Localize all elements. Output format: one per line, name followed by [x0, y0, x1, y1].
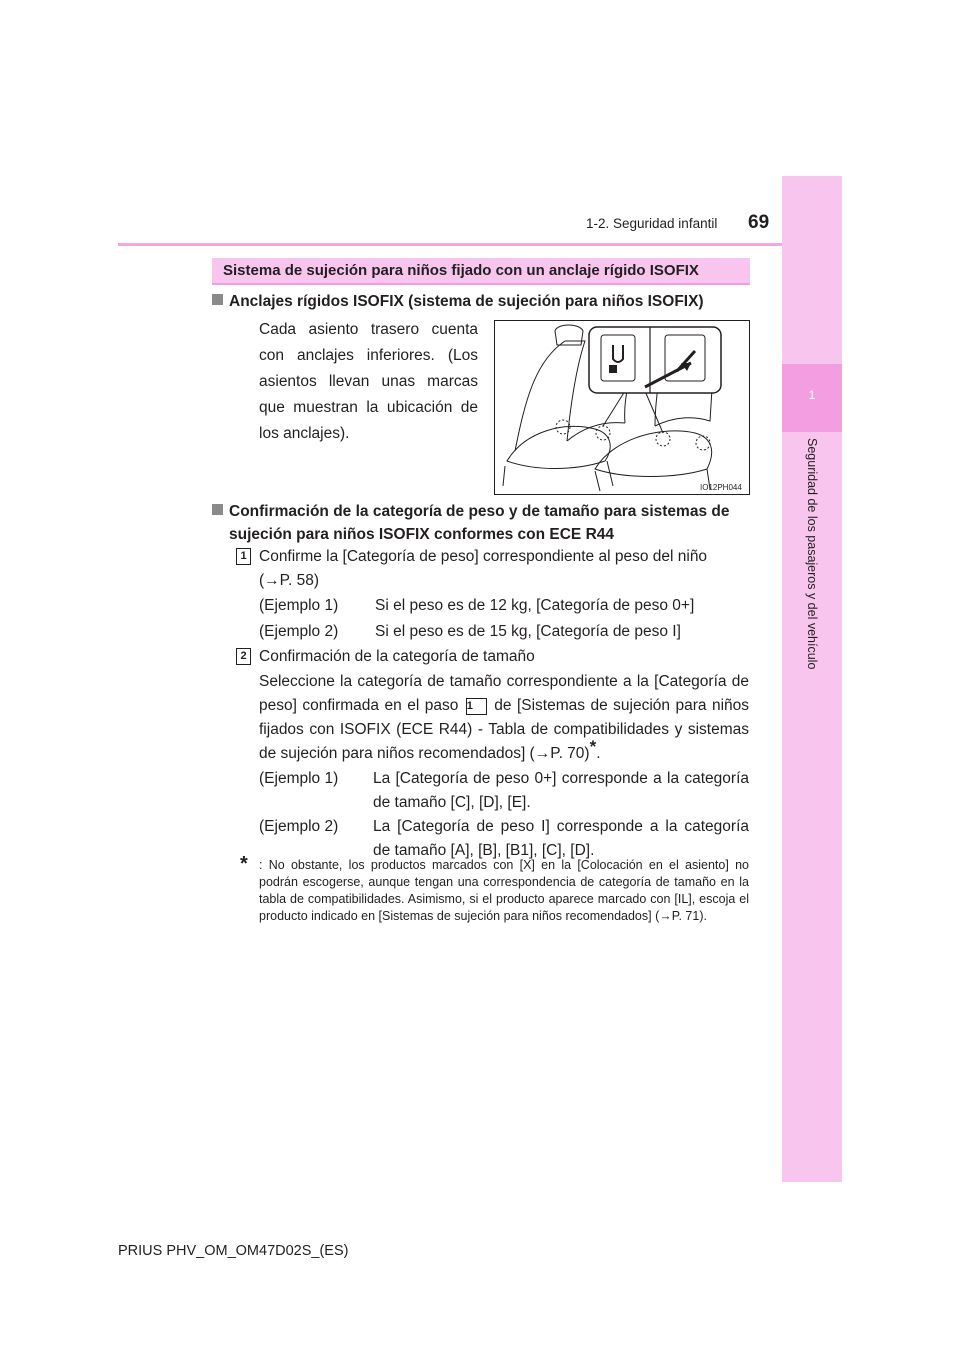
step-number-box: 1 [236, 548, 251, 565]
step2-example1-label: (Ejemplo 1) [259, 770, 339, 787]
chapter-title: Seguridad de los pasajeros y del vehículo [805, 438, 819, 670]
footnote-star-ref: * [589, 736, 597, 756]
document-code: PRIUS PHV_OM_OM47D02S_(ES) [118, 1243, 349, 1259]
step2-title: Confirmación de la categoría de tamaño [259, 648, 535, 665]
heading-bullet-icon [212, 294, 223, 305]
step1-text: Confirme la [Categoría de peso] correspondiente al peso del niño [259, 548, 708, 565]
page-number: 69 [748, 212, 770, 233]
step1-ref: (→P. 58) [259, 572, 320, 589]
confirmation-heading-line1: Confirmación de la categoría de peso y de tamaño para sistemas de [229, 503, 730, 520]
anchors-heading-text: Anclajes rígidos ISOFIX (sistema de sujeción para niños ISOFIX) [229, 293, 704, 310]
step2-text [259, 670, 749, 766]
rear-seat-drawing [495, 321, 749, 494]
step2-example1-text: La [Categoría de peso 0+] corresponde a la categoría de tamaño [C], [D], [E]. [373, 770, 749, 811]
step2-text-part2: de [Sistemas de sujeción para niños fijados con ISOFIX (ECE R44) - Tabla de compatibilidades y sistemas de sujeción para niños recomendados] (→P. 70) [259, 697, 750, 762]
step2-example2-text: La [Categoría de peso I] corresponde a la categoría de tamaño [A], [B], [B1], [C], [D]. [373, 818, 749, 859]
chapter-number: 1 [808, 388, 816, 402]
step1-example1-text: Si el peso es de 12 kg, [Categoría de peso 0+] [375, 597, 695, 614]
footnote-text: : No obstante, los productos marcados con [X] en la [Colocación en el asiento] no podrán escogerse, aunque tengan una correspondencia de categoría de tamaño en la tabla de compatibilidades. Asimismo, si el producto aparece marcado con [IL], escoja el producto indicado en [Sistemas de sujeción para niños recomendados] (→P. 71). [259, 858, 749, 923]
step1-example2-label: (Ejemplo 2) [259, 623, 339, 640]
header-rule [118, 243, 782, 246]
isofix-anchor-illustration [494, 320, 750, 495]
section-reference: 1-2. Seguridad infantil [586, 216, 718, 231]
step2-example2-label: (Ejemplo 2) [259, 818, 339, 835]
confirmation-heading [212, 500, 752, 524]
anchors-heading [212, 290, 752, 314]
step2-text-end: . [596, 745, 601, 762]
footnote-marker: * [240, 853, 248, 875]
step1-example2-text: Si el peso es de 15 kg, [Categoría de peso I] [375, 623, 681, 640]
confirmation-heading-line2: sujeción para niños ISOFIX conformes con ECE R44 [229, 526, 615, 543]
step2-text-part1: Seleccione la categoría de tamaño correspondiente a la [Categoría de peso] confirmada en el paso [259, 673, 749, 714]
anchors-text: Cada asiento trasero cuenta con anclajes inferiores. (Los asientos llevan unas marcas que muestran la ubicación de los anclajes). [259, 321, 478, 442]
step-number-box: 2 [236, 648, 251, 665]
section-banner-title: Sistema de sujeción para niños fijado con un anclaje rígido ISOFIX [223, 262, 699, 279]
illustration-code: IO12PH044 [700, 483, 742, 492]
inline-step-box: 1 [466, 698, 487, 715]
step1-example1-label: (Ejemplo 1) [259, 597, 339, 614]
heading-bullet-icon [212, 504, 223, 515]
